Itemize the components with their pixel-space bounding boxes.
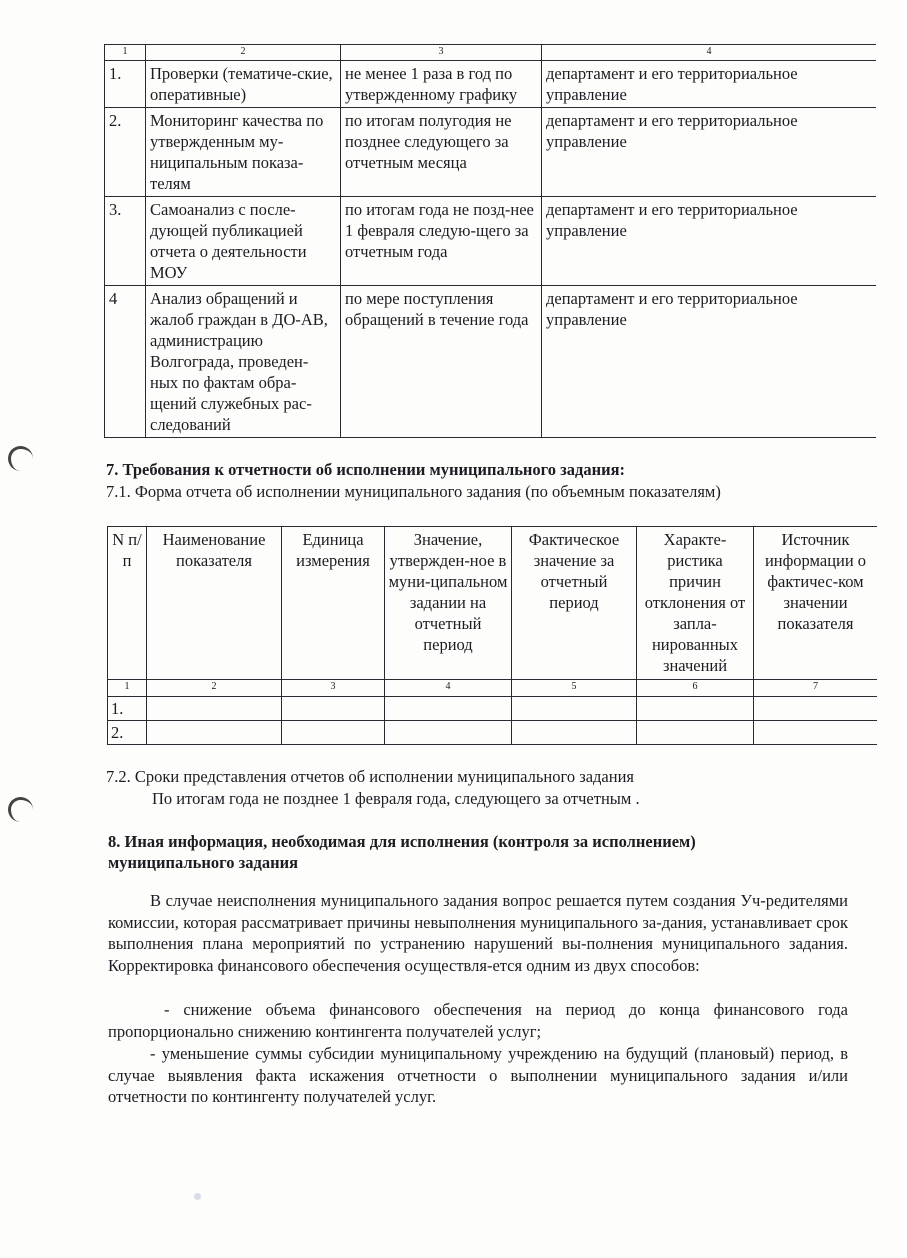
table-row <box>105 61 877 108</box>
table-cell: 1 <box>108 680 147 697</box>
table-cell: 5 <box>512 680 637 697</box>
punch-hole-mark <box>8 797 33 822</box>
table-cell <box>754 721 878 745</box>
scan-speck <box>194 1193 201 1200</box>
section-7-2-text: 7.2. Сроки представления отчетов об исполнении муниципального задания <box>106 767 634 786</box>
table-header-cell: Значение, утвержден-ное в муни-ципальном задании на отчетный период <box>385 527 512 680</box>
table-cell: 4 <box>542 45 877 61</box>
row-number: 3. <box>105 197 146 286</box>
table-cell: 6 <box>637 680 754 697</box>
table-row <box>105 108 877 197</box>
row-number: 2. <box>105 108 146 197</box>
table-header-cell: Единица измерения <box>282 527 385 680</box>
table-cell <box>147 721 282 745</box>
control-forms-table <box>104 44 876 438</box>
table-header-cell: Фактическое значение за отчетный период <box>512 527 637 680</box>
section-8-paragraph: - уменьшение суммы субсидии муниципальному учреждению на будущий (плановый) период, в случае выявления факта искажения отчетности о выполнении муниципального задания и/или отчетности по контингенту получателей услуг. <box>108 1044 848 1106</box>
table-cell <box>385 721 512 745</box>
table-header-cell: Источник информации о фактичес-ком значении показателя <box>754 527 878 680</box>
control-period: по итогам полугодия не позднее следующего за отчетным месяца <box>341 108 542 197</box>
control-body: департамент и его территориальное управление <box>542 197 877 286</box>
row-number: 1. <box>105 61 146 108</box>
section-8-paragraph: - снижение объема финансового обеспечения на период до конца финансового года пропорционально снижению контингента получателей услуг; <box>108 1000 848 1041</box>
table-cell: 2 <box>146 45 341 61</box>
table-cell <box>637 697 754 721</box>
section-8-heading-cont: муниципального задания <box>108 853 299 872</box>
table-cell <box>282 697 385 721</box>
section-8-paragraph: В случае неисполнения муниципального задания вопрос решается путем создания Уч-редителями комиссии, которая рассматривает причины невыполнения муниципального за-дания, устанавливает срок выполнения плана мероприятий по устранению нарушений вы-полнения муниципального задания. Корректировка финансового обеспечения осуществля-ется одним из двух способов: <box>108 891 848 975</box>
row-number: 4 <box>105 286 146 438</box>
punch-hole-mark <box>8 446 33 471</box>
table-cell: 2 <box>147 680 282 697</box>
table-column-numbers <box>108 680 878 697</box>
table-cell <box>637 721 754 745</box>
table-cell: 7 <box>754 680 878 697</box>
control-body: департамент и его территориальное управление <box>542 286 877 438</box>
report-form-table <box>107 526 877 745</box>
table-row <box>108 721 878 745</box>
control-type: Анализ обращений и жалоб граждан в ДО-АВ, администрацию Волгограда, проведен-ных по фактам обра-щений служебных рас-следований <box>146 286 341 438</box>
table-cell <box>147 697 282 721</box>
table-row <box>108 697 878 721</box>
control-period: по итогам года не позд-нее 1 февраля следую-щего за отчетным года <box>341 197 542 286</box>
control-period: не менее 1 раза в год по утвержденному графику <box>341 61 542 108</box>
table-cell <box>754 697 878 721</box>
table-cell: 3 <box>341 45 542 61</box>
table-cell: 4 <box>385 680 512 697</box>
control-type: Самоанализ с после-дующей публикацией отчета о деятельности МОУ <box>146 197 341 286</box>
table-cell <box>512 721 637 745</box>
table-cell <box>282 721 385 745</box>
row-number: 1. <box>108 697 147 721</box>
section-7-heading: 7. Требования к отчетности об исполнении муниципального задания: <box>106 460 626 479</box>
table-column-numbers <box>105 45 877 61</box>
control-type: Мониторинг качества по утвержденным му-ниципальным показа-телям <box>146 108 341 197</box>
table-header-cell: Наименование показателя <box>147 527 282 680</box>
table-header-row <box>108 527 878 680</box>
section-7-2-value: По итогам года не позднее 1 февраля года, следующего за отчетным . <box>152 789 640 808</box>
section-8-heading: 8. Иная информация, необходимая для исполнения (контроля за исполнением) <box>108 832 696 851</box>
table-cell: 3 <box>282 680 385 697</box>
control-body: департамент и его территориальное управление <box>542 61 877 108</box>
control-type: Проверки (тематиче-ские, оперативные) <box>146 61 341 108</box>
section-7-1-text: 7.1. Форма отчета об исполнении муниципального задания (по объемным показателям) <box>106 482 721 501</box>
row-number: 2. <box>108 721 147 745</box>
table-row <box>105 197 877 286</box>
control-body: департамент и его территориальное управление <box>542 108 877 197</box>
table-cell <box>385 697 512 721</box>
control-period: по мере поступления обращений в течение года <box>341 286 542 438</box>
table-cell <box>512 697 637 721</box>
table-row <box>105 286 877 438</box>
table-header-cell: N п/п <box>108 527 147 680</box>
table-header-cell: Характе-ристика причин отклонения от запла-нированных значений <box>637 527 754 680</box>
table-cell: 1 <box>105 45 146 61</box>
